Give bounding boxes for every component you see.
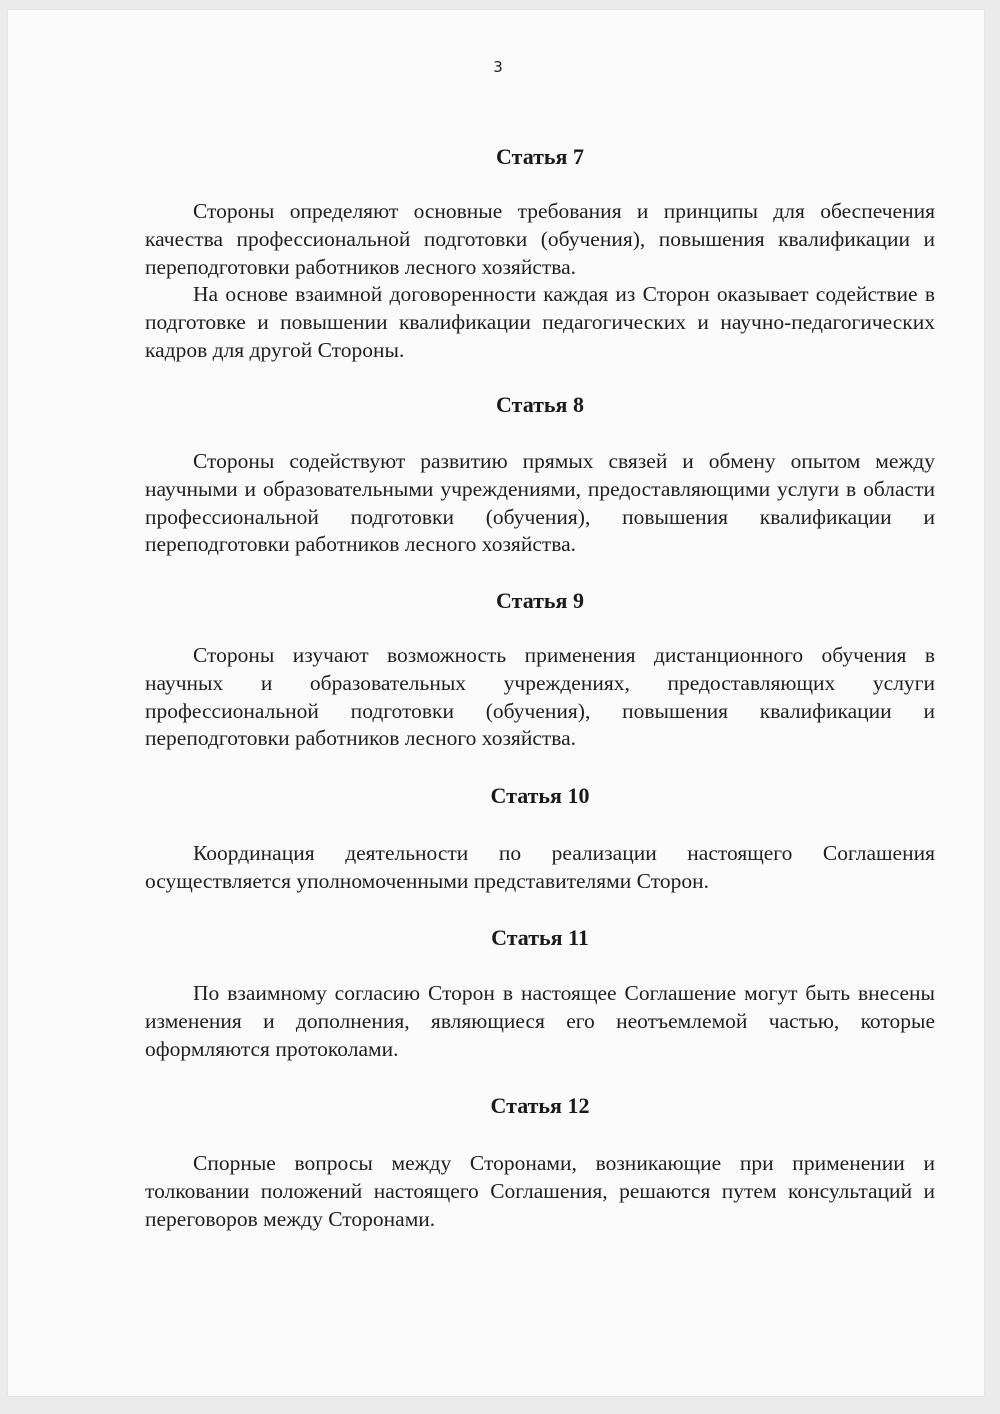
article-12-heading: Статья 12 <box>490 1093 590 1118</box>
article-12-paragraph-1: Спорные вопросы между Сторонами, возникающие при применении и толковании положений настоящего Соглашения, решаются путем консультаций и переговоров между Сторонами. <box>145 1151 935 1231</box>
article-9-heading: Статья 9 <box>496 588 584 613</box>
article-9-paragraph-1: Стороны изучают возможность применения дистанционного обучения в научных и образовательных учреждениях, предоставляющих услуги профессиональной подготовки (обучения), повышения квалификации и переподготовки работников лесного хозяйства. <box>145 643 935 751</box>
article-8-paragraph-1: Стороны содействуют развитию прямых связей и обмену опытом между научными и образовательными учреждениями, предоставляющими услуги в области профессиональной подготовки (обучения), повышения квалификации и переподготовки работников лесного хозяйства. <box>145 449 935 557</box>
page-number: 3 <box>493 58 503 76</box>
article-11-heading: Статья 11 <box>491 925 589 950</box>
article-7-heading: Статья 7 <box>496 144 584 169</box>
article-11-paragraph-1: По взаимному согласию Сторон в настоящее Соглашение могут быть внесены изменения и дополнения, являющиеся его неотъемлемой частью, которые оформляются протоколами. <box>145 981 935 1061</box>
article-7-paragraph-1: Стороны определяют основные требования и принципы для обеспечения качества профессиональной подготовки (обучения), повышения квалификации и переподготовки работников лесного хозяйства. <box>145 199 935 279</box>
article-10-paragraph-1: Координация деятельности по реализации настоящего Соглашения осуществляется уполномоченными представителями Сторон. <box>145 841 935 893</box>
article-8-heading: Статья 8 <box>496 392 584 417</box>
document-page <box>8 10 984 1396</box>
article-7-paragraph-2: На основе взаимной договоренности каждая из Сторон оказывает содействие в подготовке и повышении квалификации педагогических и научно-педагогических кадров для другой Стороны. <box>145 282 935 362</box>
article-10-heading: Статья 10 <box>490 783 590 808</box>
